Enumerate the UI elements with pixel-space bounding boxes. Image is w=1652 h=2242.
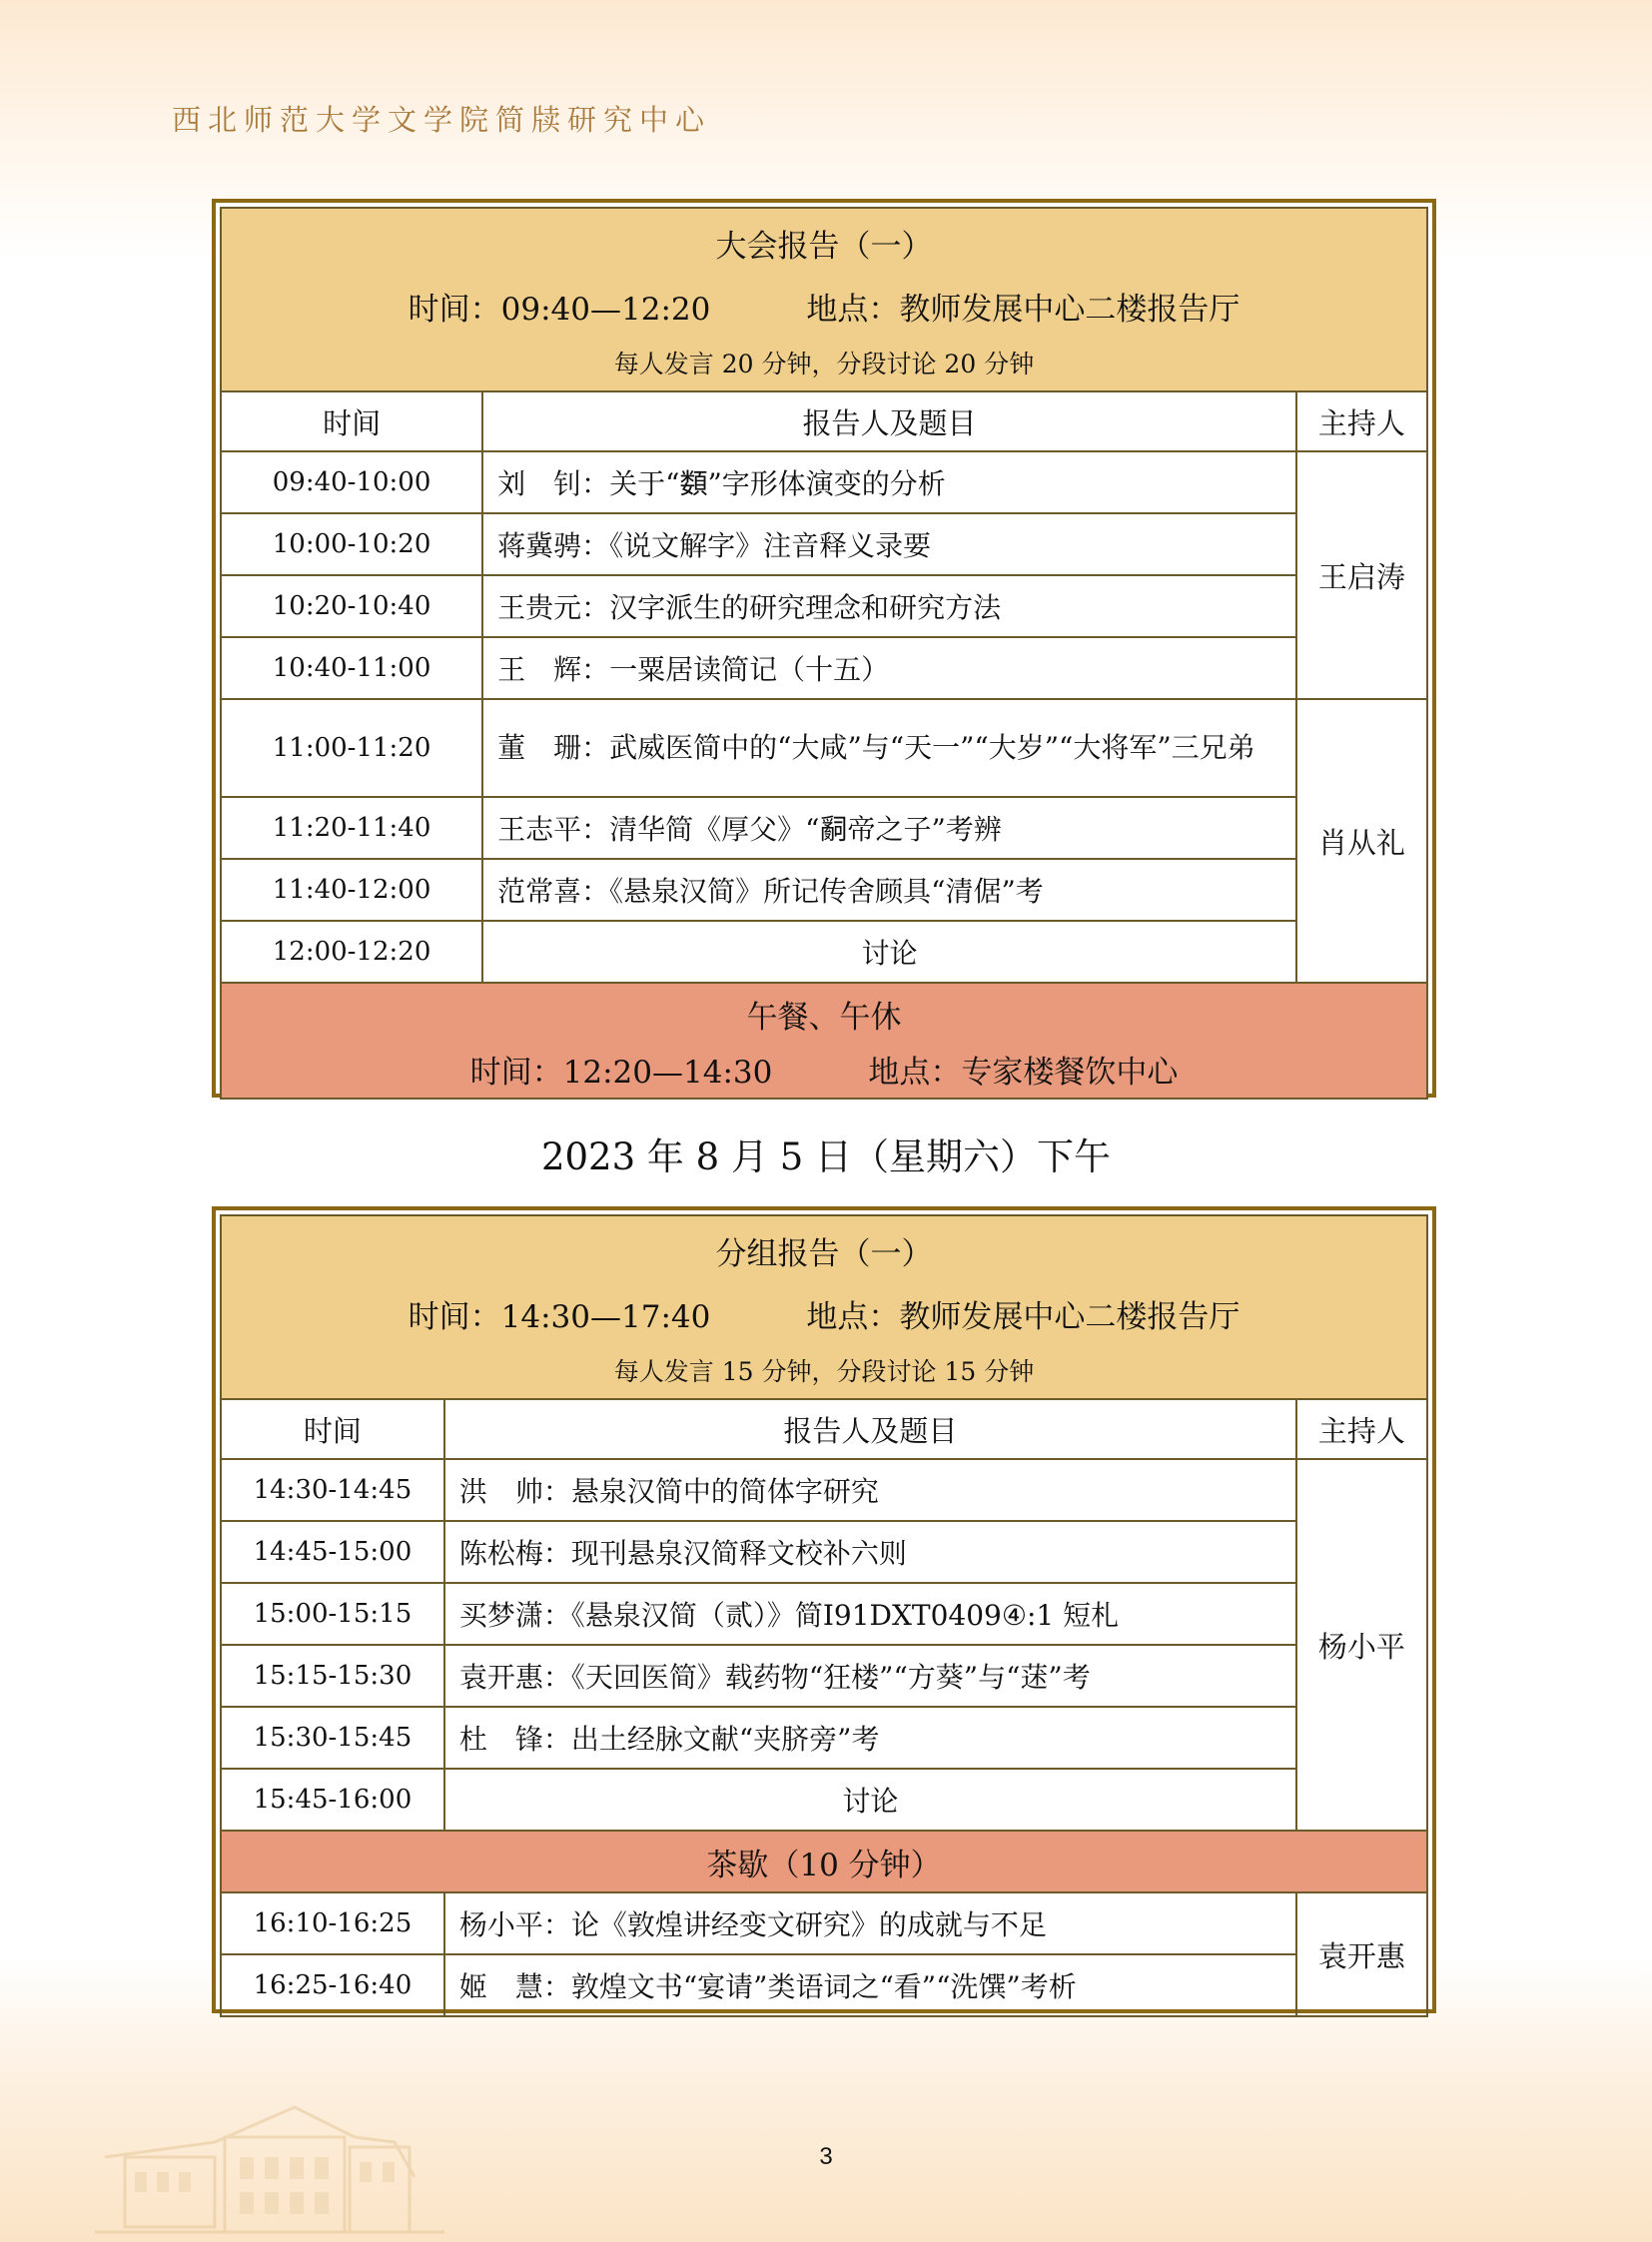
row-time: 12:00-12:20	[221, 921, 482, 983]
row-topic: 刘 钊：关于“𩔗”字形体演变的分析	[482, 451, 1296, 513]
row-time: 15:30-15:45	[221, 1707, 444, 1769]
column-time: 时间	[221, 391, 482, 451]
session1-banner	[221, 208, 1427, 391]
row-time: 11:00-11:20	[221, 699, 482, 797]
table-row	[221, 1707, 1427, 1769]
lunch-title: 午餐、午休	[746, 1000, 902, 1036]
table-row	[221, 1645, 1427, 1707]
table-row	[221, 1892, 1427, 1954]
table-row	[221, 513, 1427, 575]
session2-banner	[221, 1215, 1427, 1399]
column-host: 主持人	[1296, 1399, 1427, 1459]
row-discussion: 讨论	[444, 1769, 1296, 1831]
row-time: 15:00-15:15	[221, 1583, 444, 1645]
lunch-break-banner	[221, 983, 1427, 1099]
row-topic: 杜 锋：出土经脉文献“夹脐旁”考	[444, 1707, 1296, 1769]
session2-time: 时间：14:30—17:40	[408, 1299, 711, 1335]
table-row	[221, 1954, 1427, 2016]
session2-table	[220, 1214, 1428, 2017]
column-host: 主持人	[1296, 391, 1427, 451]
row-time: 15:15-15:30	[221, 1645, 444, 1707]
row-time: 14:45-15:00	[221, 1521, 444, 1583]
table-row	[221, 797, 1427, 859]
row-time: 10:00-10:20	[221, 513, 482, 575]
row-topic: 姬 慧：敦煌文书“宴请”类语词之“看”“洗馔”考析	[444, 1954, 1296, 2016]
tea-break-label: 茶歇（10 分钟）	[221, 1831, 1427, 1892]
row-discussion: 讨论	[482, 921, 1296, 983]
session1-frame	[212, 199, 1436, 1098]
row-topic: 洪 帅：悬泉汉简中的简体字研究	[444, 1459, 1296, 1521]
host-cell: 王启涛	[1296, 451, 1427, 699]
session1-title: 大会报告（一）	[715, 229, 933, 265]
lunch-time: 时间：12:20—14:30	[469, 1055, 773, 1091]
tea-break-banner	[221, 1831, 1427, 1892]
row-topic: 王志平：清华简《厚父》“𤔲帝之子”考辨	[482, 797, 1296, 859]
table-row	[221, 1459, 1427, 1521]
row-time: 16:25-16:40	[221, 1954, 444, 2016]
row-topic: 杨小平：论《敦煌讲经变文研究》的成就与不足	[444, 1892, 1296, 1954]
session2-venue: 地点：教师发展中心二楼报告厅	[806, 1299, 1240, 1335]
row-topic: 袁开惠：《天回医简》载药物“狂楼”“方葵”与“蒁”考	[444, 1645, 1296, 1707]
date-heading: 2023 年 8 月 5 日（星期六）下午	[540, 1135, 1112, 1178]
column-topic: 报告人及题目	[444, 1399, 1296, 1459]
session2-note: 每人发言 15 分钟，分段讨论 15 分钟	[613, 1357, 1035, 1386]
session1-note: 每人发言 20 分钟，分段讨论 20 分钟	[613, 350, 1035, 378]
column-time: 时间	[221, 1399, 444, 1459]
header-org-name: 西北师范大学文学院简牍研究中心	[172, 103, 712, 137]
table-row	[221, 921, 1427, 983]
row-time: 16:10-16:25	[221, 1892, 444, 1954]
row-time: 11:40-12:00	[221, 859, 482, 921]
row-topic: 王贵元：汉字派生的研究理念和研究方法	[482, 575, 1296, 637]
row-time: 10:20-10:40	[221, 575, 482, 637]
row-time: 09:40-10:00	[221, 451, 482, 513]
session1-table	[220, 207, 1428, 1100]
host-cell: 杨小平	[1296, 1459, 1427, 1831]
row-topic: 蒋冀骋：《说文解字》注音释义录要	[482, 513, 1296, 575]
row-topic: 陈松梅：现刊悬泉汉简释文校补六则	[444, 1521, 1296, 1583]
lunch-venue: 地点：专家楼餐饮中心	[868, 1055, 1179, 1091]
row-time: 10:40-11:00	[221, 637, 482, 699]
table-row	[221, 1583, 1427, 1645]
session1-venue: 地点：教师发展中心二楼报告厅	[806, 292, 1240, 328]
session1-time: 时间：09:40—12:20	[408, 292, 711, 328]
session2-frame	[212, 1206, 1436, 2013]
page-number: 3	[819, 2143, 833, 2170]
row-topic: 范常喜：《悬泉汉简》所记传舍顾具“清倨”考	[482, 859, 1296, 921]
session1-column-header	[221, 391, 1427, 451]
table-row	[221, 1769, 1427, 1831]
column-topic: 报告人及题目	[482, 391, 1296, 451]
host-cell: 袁开惠	[1296, 1892, 1427, 2016]
row-topic: 买梦潇：《悬泉汉简（贰）》简Ⅰ91DXT0409④:1 短札	[444, 1583, 1296, 1645]
table-row	[221, 699, 1427, 797]
table-row	[221, 451, 1427, 513]
table-row	[221, 859, 1427, 921]
row-topic: 董 珊：武威医简中的“大咸”与“天一”“大岁”“大将军”三兄弟	[497, 731, 1255, 764]
row-time: 11:20-11:40	[221, 797, 482, 859]
session2-title: 分组报告（一）	[715, 1236, 933, 1272]
table-row	[221, 575, 1427, 637]
table-row	[221, 637, 1427, 699]
session2-column-header	[221, 1399, 1427, 1459]
table-row	[221, 1521, 1427, 1583]
row-time: 14:30-14:45	[221, 1459, 444, 1521]
row-topic: 王 辉：一粟居读简记（十五）	[482, 637, 1296, 699]
row-time: 15:45-16:00	[221, 1769, 444, 1831]
host-cell: 肖从礼	[1296, 699, 1427, 983]
